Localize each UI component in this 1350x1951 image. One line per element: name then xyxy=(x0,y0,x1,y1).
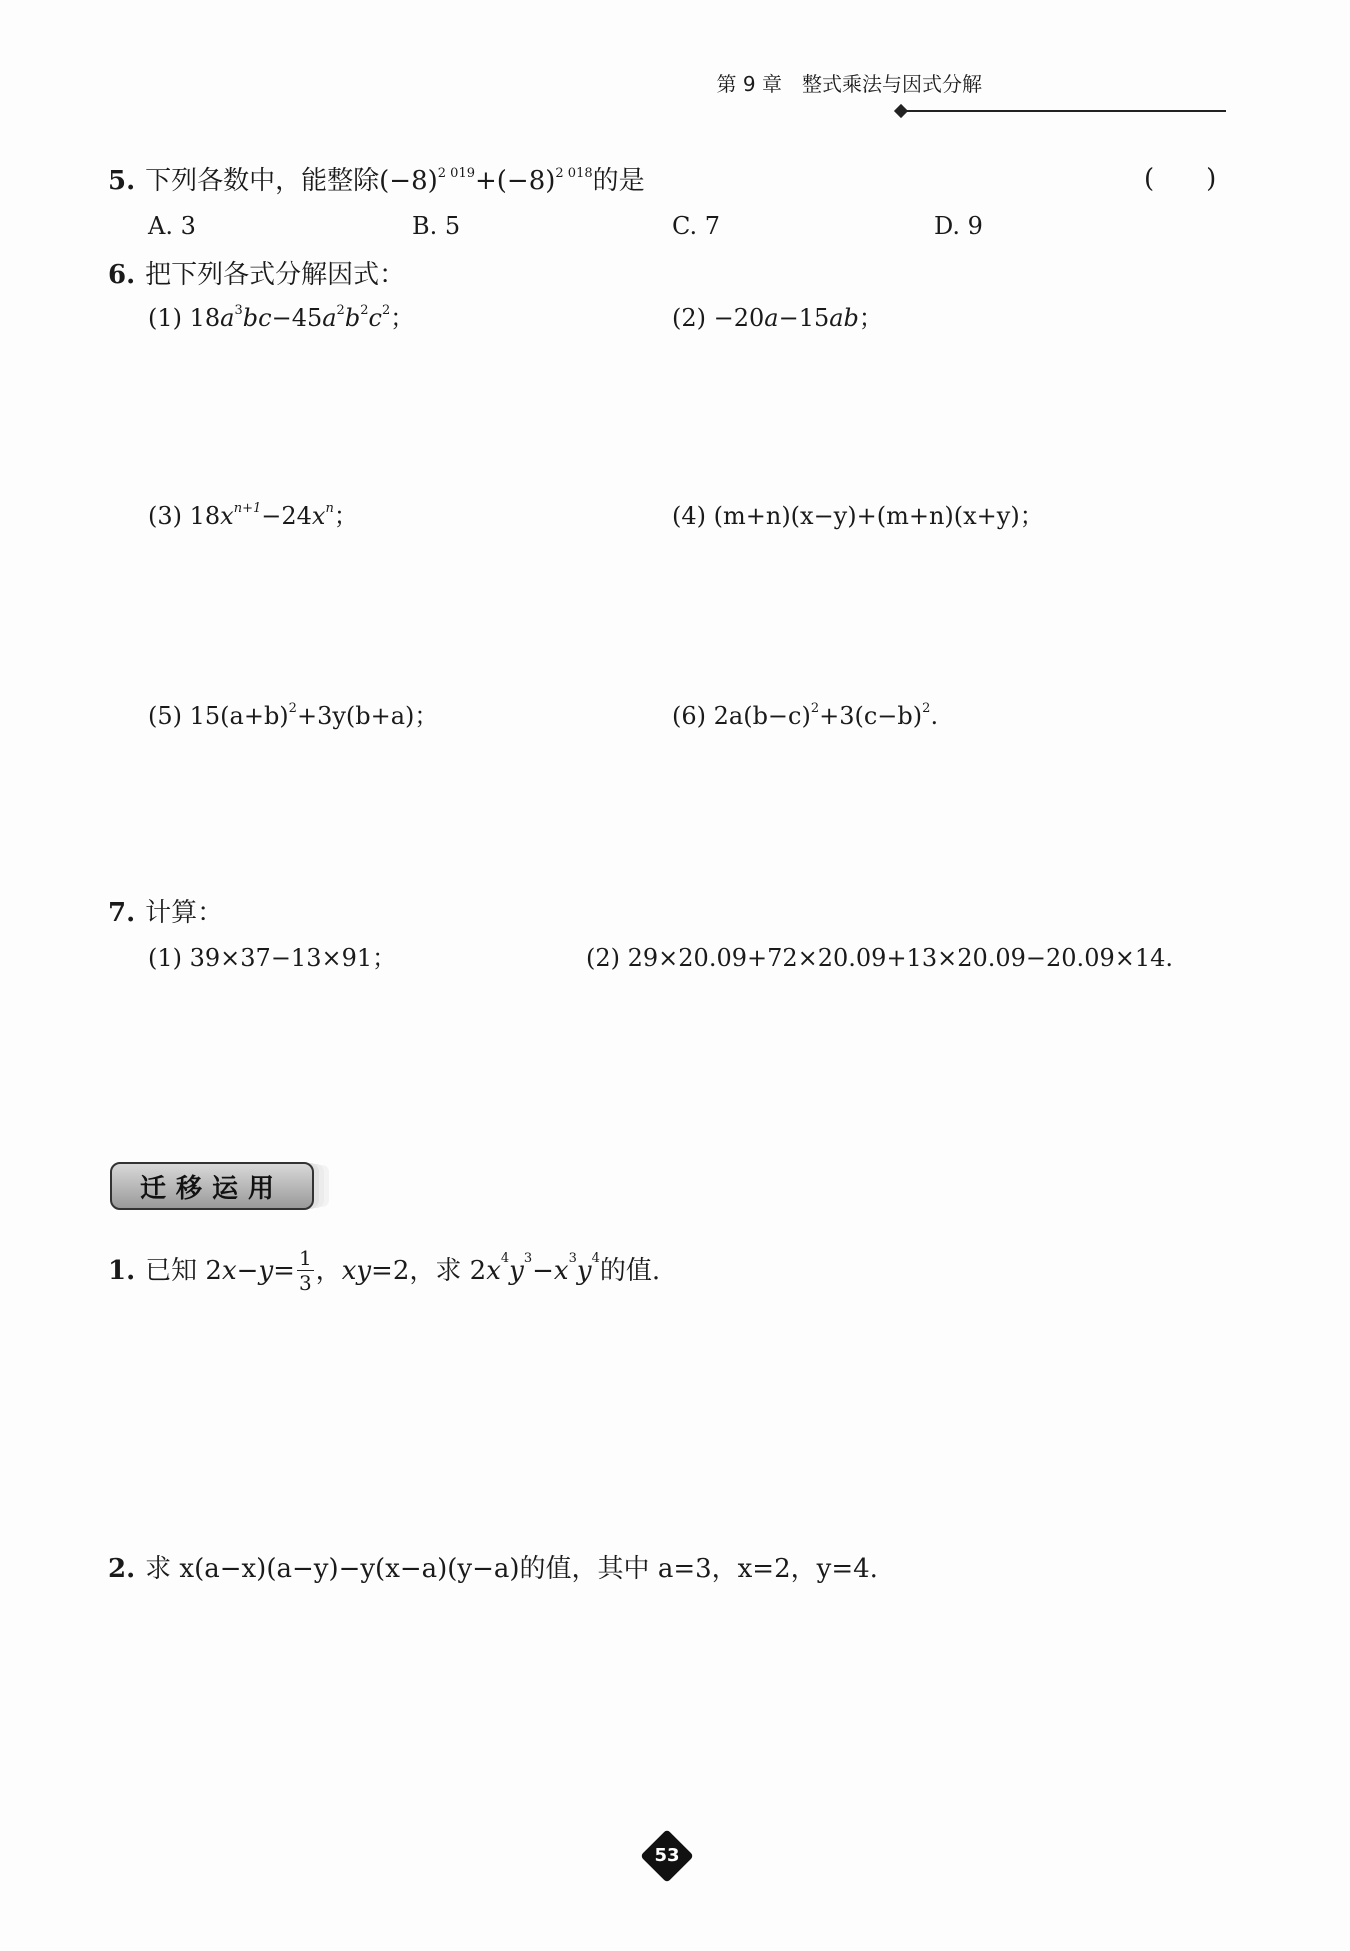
exponent: 2 xyxy=(381,303,391,318)
numerator: 1 xyxy=(298,1246,312,1270)
option-a[interactable]: A. 3 xyxy=(148,212,196,240)
exponent: 2 018 xyxy=(555,166,593,181)
question-stem: 的是 xyxy=(592,166,645,196)
variable: xy xyxy=(341,1255,372,1286)
exponent: 2 019 xyxy=(437,166,475,181)
variable: b xyxy=(344,304,361,332)
term: −24 xyxy=(261,502,312,530)
header-rule xyxy=(906,110,1226,112)
term: −15 xyxy=(778,304,830,332)
question-stem: 计算： xyxy=(145,898,224,928)
option-b[interactable]: B. 5 xyxy=(412,212,461,240)
q6-part-5 xyxy=(148,701,439,730)
exponent: 4 xyxy=(500,1251,510,1266)
page-number: 53 xyxy=(654,1845,680,1866)
part-label: (5) 15(a+b) xyxy=(148,702,289,730)
question-number: 1. xyxy=(108,1255,136,1286)
variable: x xyxy=(311,502,326,530)
q6-part-3 xyxy=(148,501,358,530)
exponent: 2 xyxy=(336,303,345,318)
exponent: n+1 xyxy=(233,501,262,516)
variable: a xyxy=(322,304,337,332)
variable: x xyxy=(220,502,234,530)
section-title-badge xyxy=(110,1162,314,1210)
exponent: 4 xyxy=(591,1251,600,1266)
term: −45 xyxy=(271,304,323,332)
exponent: 2 xyxy=(360,303,369,318)
punct: . xyxy=(930,702,939,730)
exponent: 2 xyxy=(288,701,297,716)
variable: y xyxy=(576,1255,592,1286)
punct: ； xyxy=(333,502,358,530)
question-stem: =2，求 2 xyxy=(371,1255,487,1286)
punct: ； xyxy=(858,304,883,332)
variable: y xyxy=(509,1255,524,1286)
variable: x xyxy=(221,1255,237,1286)
part-label: (1) 18 xyxy=(148,304,221,332)
question-number: 2. xyxy=(108,1554,136,1584)
operator: = xyxy=(273,1255,295,1286)
operator: − xyxy=(532,1255,554,1286)
variable: x xyxy=(486,1255,501,1286)
question-stem: +(−8) xyxy=(475,166,556,196)
q6-part-4 xyxy=(672,504,1044,528)
question-7 xyxy=(108,900,223,926)
question-6 xyxy=(108,262,405,288)
variable: a xyxy=(220,304,235,332)
exponent: n xyxy=(325,501,334,516)
part-label: (2) −20 xyxy=(672,304,765,332)
variable: c xyxy=(368,304,382,332)
term: +3(c−b) xyxy=(819,702,923,730)
fraction-one-third xyxy=(297,1248,314,1293)
question-stem: 已知 2 xyxy=(145,1255,222,1286)
answer-bracket[interactable]: ( ) xyxy=(1144,164,1217,194)
variable: y xyxy=(258,1255,274,1286)
denominator: 3 xyxy=(298,1271,312,1295)
part-label: (6) 2a(b−c) xyxy=(672,702,811,730)
question-stem: 的值. xyxy=(599,1255,661,1286)
question-number: 7. xyxy=(108,898,136,928)
question-stem: 把下列各式分解因式： xyxy=(145,260,406,290)
exponent: 3 xyxy=(568,1251,577,1266)
q6-part-2 xyxy=(672,306,883,330)
q7-part-1: (1) 39×37−13×91； xyxy=(148,944,397,972)
transfer-question-1 xyxy=(108,1248,660,1293)
exponent: 3 xyxy=(523,1251,533,1266)
question-number: 6. xyxy=(108,260,136,290)
exponent: 2 xyxy=(922,701,931,716)
question-stem: 求 x(a−x)(a−y)−y(x−a)(y−a)的值，其中 a=3，x=2，y=4. xyxy=(145,1554,878,1584)
variable: ab xyxy=(829,304,859,332)
operator: − xyxy=(236,1255,259,1286)
variable: x xyxy=(553,1255,569,1286)
q7-part-2: (2) 29×20.09+72×20.09+13×20.09−20.09×14. xyxy=(586,944,1174,972)
punct: ， xyxy=(315,1255,342,1286)
question-number: 5. xyxy=(108,166,136,196)
q6-part-6 xyxy=(672,701,939,730)
variable: a xyxy=(764,304,779,332)
section-title: 迁移运用 xyxy=(139,1173,284,1204)
part-expression: (4) (m+n)(x−y)+(m+n)(x+y)； xyxy=(672,502,1044,530)
question-5 xyxy=(108,168,645,194)
part-label: (3) 18 xyxy=(148,502,221,530)
exponent: 3 xyxy=(234,303,243,318)
term: +3y(b+a)； xyxy=(296,702,439,730)
punct: ； xyxy=(390,304,415,332)
variable: bc xyxy=(242,304,272,332)
exponent: 2 xyxy=(810,701,820,716)
chapter-header: 第 9 章 整式乘法与因式分解 xyxy=(716,72,982,96)
transfer-question-2 xyxy=(108,1556,878,1582)
option-c[interactable]: C. 7 xyxy=(672,212,721,240)
q6-part-1 xyxy=(148,303,415,332)
option-d[interactable]: D. 9 xyxy=(934,212,983,240)
question-stem: 下列各数中，能整除(−8) xyxy=(145,166,438,196)
